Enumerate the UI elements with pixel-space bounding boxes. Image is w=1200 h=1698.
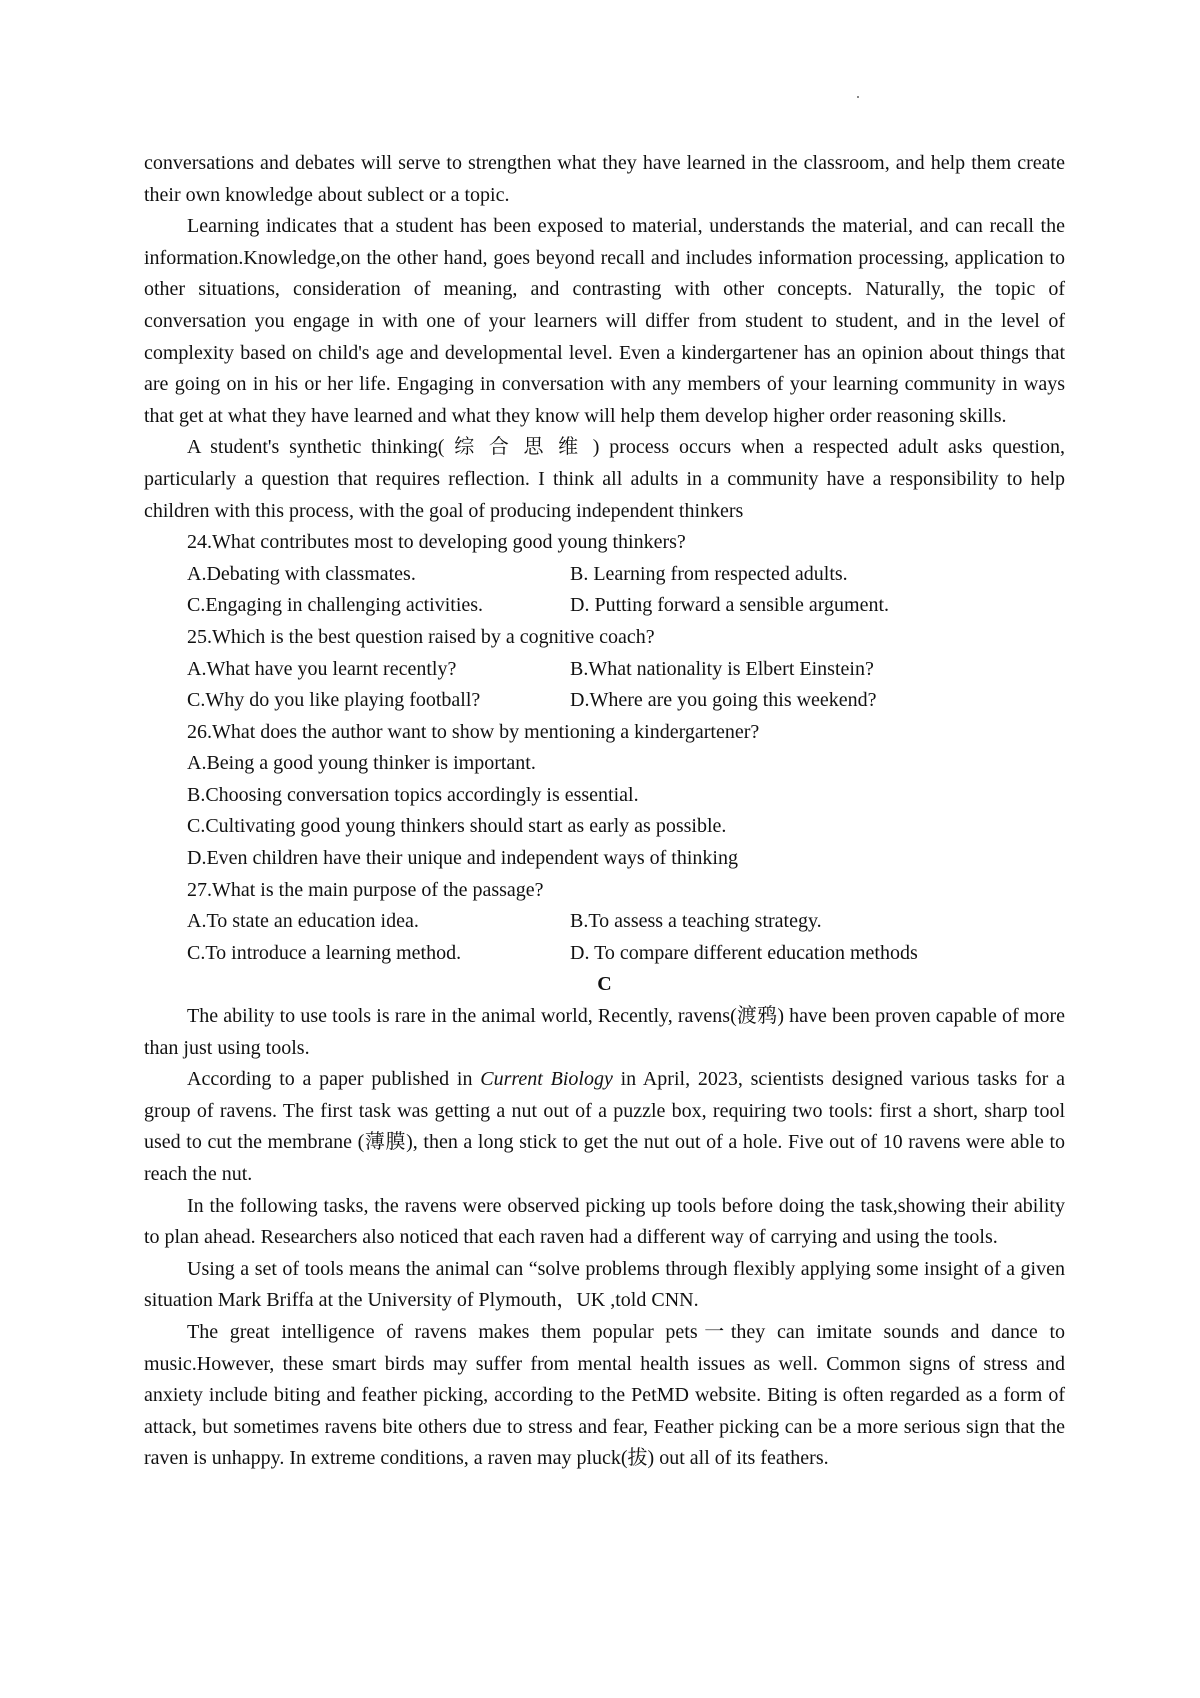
question-24-stem: 24.What contributes most to developing good young thinkers? xyxy=(187,531,686,554)
section-c-paragraph-3: In the following tasks, the ravens were observed picking up tools before doing the task,showing their ability to plan ahead. Researchers also noticed that each raven had a different way of carrying and using the tools. xyxy=(144,1194,1065,1249)
question-25-stem: 25.Which is the best question raised by a cognitive coach? xyxy=(187,625,655,648)
question-25-option-c: C.Why do you like playing football? xyxy=(187,689,481,712)
journal-title: Current Biology xyxy=(480,1068,613,1091)
section-c-paragraph-4: Using a set of tools means the animal can “solve problems through flexibly applying some insight of a given situation Mark Briffa at the University of Plymouth，UK ,told CNN. xyxy=(144,1257,1065,1312)
question-26-option-b: B.Choosing conversation topics accordingly is essential. xyxy=(187,783,639,806)
question-26-option-d: D.Even children have their unique and independent ways of thinking xyxy=(187,847,738,870)
question-24-option-a: A.Debating with classmates. xyxy=(187,562,416,585)
question-27-stem: 27.What is the main purpose of the passage? xyxy=(187,878,544,901)
intro-paragraph-1: conversations and debates will serve to strengthen what they have learned in the classroom, and help them create their own knowledge about sublect or a topic. xyxy=(144,152,1065,206)
question-27-options-row-1 xyxy=(144,906,1065,938)
question-24-options-row-1 xyxy=(144,559,1065,591)
question-25-option-b: B.What nationality is Elbert Einstein? xyxy=(570,657,874,680)
intro-paragraph-2: Learning indicates that a student has been exposed to material, understands the material, and can recall the information.Knowledge,on the other hand, goes beyond recall and includes information processing, application to other situations, consideration of meaning, and contrasting with other concepts. Naturally, the topic of conversation you engage in with one of your learners will differ from student to student, and in the level of complexity based on child's age and developmental level. Even a kindergartener has an opinion about things that are going on in his or her life. Engaging in conversation with any members of your learning community in ways that get at what they have learned and what they know will help them develop higher order reasoning skills. xyxy=(144,215,1065,427)
question-27-option-b: B.To assess a teaching strategy. xyxy=(570,910,822,933)
question-27-options-row-2 xyxy=(144,938,1065,970)
question-24-option-d: D. Putting forward a sensible argument. xyxy=(570,594,890,617)
paragraph-2-rest: in April, 2023, scientists designed various tasks for a group of ravens. The first task was getting a nut out of a puzzle box, requiring two tools: first a short, sharp tool used to cut the membrane (薄膜), then a long stick to get the nut out of a hole. Five out of 10 ravens were able to reach the nut. xyxy=(144,1068,1065,1185)
document-page xyxy=(144,148,1065,1475)
section-c-paragraph-1: The ability to use tools is rare in the animal world, Recently, ravens(渡鸦) have been proven capable of more than just using tools. xyxy=(144,1005,1065,1059)
question-24-option-b: B. Learning from respected adults. xyxy=(570,562,848,585)
paragraph-2-lead: According to a paper published in xyxy=(187,1068,481,1091)
section-heading: C xyxy=(597,973,612,996)
question-26-option-a: A.Being a good young thinker is important. xyxy=(187,752,536,775)
question-25-option-a: A.What have you learnt recently? xyxy=(187,657,457,680)
question-25-option-d: D.Where are you going this weekend? xyxy=(570,689,877,712)
section-c-paragraph-2 xyxy=(144,1064,1065,1190)
question-24-options-row-2 xyxy=(144,590,1065,622)
question-24-option-c: C.Engaging in challenging activities. xyxy=(187,594,484,617)
question-27-option-c: C.To introduce a learning method. xyxy=(187,941,462,964)
intro-paragraph-3: A student's synthetic thinking( 综 合 思 维 ) process occurs when a respected adult asks question, particularly a question that requires reflection. I think all adults in a community have a responsibility to help children with this process, with the goal of producing independent thinkers xyxy=(144,436,1065,522)
question-26-option-c: C.Cultivating good young thinkers should start as early as possible. xyxy=(187,815,727,838)
question-27-option-a: A.To state an education idea. xyxy=(187,910,419,933)
question-25-options-row-1 xyxy=(144,654,1065,686)
scan-dot xyxy=(857,96,859,98)
question-25-options-row-2 xyxy=(144,685,1065,717)
question-26-stem: 26.What does the author want to show by mentioning a kindergartener? xyxy=(187,720,760,743)
section-c-paragraph-5: The great intelligence of ravens makes them popular pets一they can imitate sounds and dance to music.However, these smart birds may suffer from mental health issues as well. Common signs of stress and anxiety include biting and feather picking, according to the PetMD website. Biting is often regarded as a form of attack, but sometimes ravens bite others due to stress and fear, Feather picking can be a more serious sign that the raven is unhappy. In extreme conditions, a raven may pluck(拔) out all of its feathers. xyxy=(144,1320,1065,1470)
question-27-option-d: D. To compare different education methods xyxy=(570,941,918,964)
